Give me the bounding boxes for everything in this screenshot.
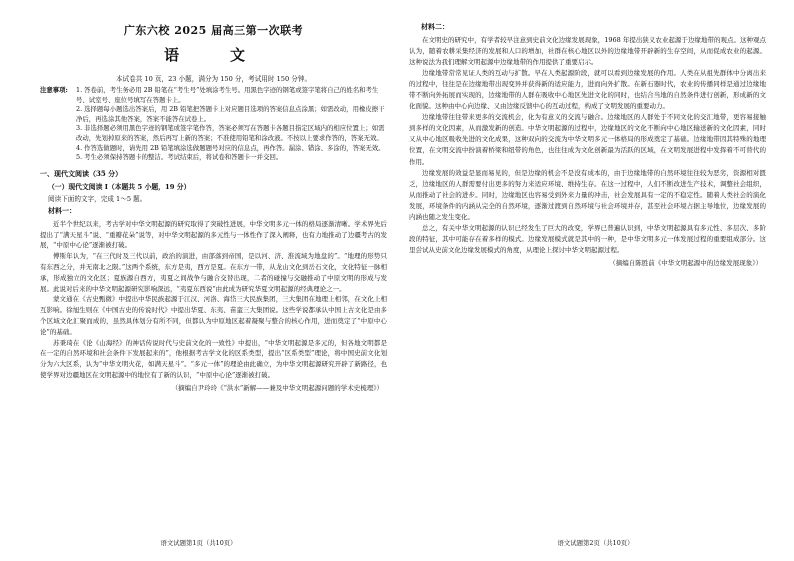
notes-block [40, 86, 387, 163]
page-footer-right: 语文试题第2页（共10页） [557, 539, 634, 547]
material2-label: 材料二： [421, 22, 449, 31]
notes-item: 4. 作答选做题时，请先用 2B 铅笔填涂选做题题号对应的信息点，再作答。漏涂、错涂、多涂的，答案无效。 [76, 143, 385, 152]
material2-paragraph: 边缘地带往往带来更多的交流机会，化为有意义的交流与融合。边缘地区的人群处于不同文化的交汇地带，更容易接触到多样的文化因素，从而激发新的创造。中华文明起源的过程中，边缘地区的文化不断向中心地区输送新的文化因素，同时又从中心地区吸收先进的文化成果，这种双向的交流为中华文明多元一体格局的形成奠定了基础。边缘地带因其特殊的地理位置，在文明交流中扮演着桥梁和纽带的角色，也往往成为文化创新最为活跃的区域，在文明发展进程中发挥着不可替代的作用。 [409, 113, 766, 166]
subject-title: 语 文 [163, 46, 263, 64]
material2-paragraph: 总之，有关中华文明起源的认识已经发生了巨大的改变，学界已普遍认识到，中华文明起源具有多元性、多层次、多阶段的特征，其中可能存在着多样的模式。边缘发展模式就是其中的一种，是中华文明多元一体发展过程的重要组成部分。这里尝试从史前文化边缘发展模式的角度，从理论上探讨中华文明起源过程。 [409, 223, 766, 254]
material2-paragraph: 边缘地带常常见证人类的互动与扩散。早在人类起源阶段，就可以看到边缘发展的作用。人类在从祖先群体中分离出来的过程中，往往是在边缘地带出现变异并获得新的适应能力，进而向外扩散。在新石器时代，农业的传播同样是通过边缘地带不断向外拓展而实现的，边缘地带的人群在吸收中心地区先进文化的同时，也结合当地的自然条件进行创新，形成新的文化面貌。这种由中心向边缘、又由边缘反馈中心的互动过程，构成了文明发展的重要动力。 [409, 69, 766, 111]
reading-instruction: 阅读下面的文字，完成 1～5 题。 [48, 194, 147, 203]
exam-title: 广东六校 2025 届高三第一次联考 [123, 24, 304, 37]
subsection-heading: （一）现代文阅读 I（本题共 5 小题，19 分） [48, 182, 191, 191]
notes-label: 注意事项: [40, 86, 68, 94]
material1-source: （摘编自尹玲玲《“洪水”新解——兼及中华文明起源问题的学术史梳理》） [171, 383, 383, 392]
page-right [397, 0, 794, 561]
exam-info: 本试卷共 10 页，23 小题，满分为 150 分，考试用时 150 分钟。 [115, 75, 312, 83]
material2-paragraph: 边缘发展的效益是显而易见的，但是边缘的机会不是没有成本的，由于边缘地带的自然环境往往较为恶劣，资源相对匮乏，边缘地区的人群需要付出更多的努力来适应环境、维持生存。在这一过程中，人们不断改进生产技术，调整社会组织，从而推动了社会的进步。同时，边缘地区也容易受到外来力量的冲击，社会发展具有一定的不稳定性。随着人类社会的演化发展，环境条件的内涵从完全的自然环境，逐渐过渡到自然环境与社会环境并存，甚至社会环境占据主导地位，边缘发展的内涵也随之发生变化。 [409, 168, 766, 221]
page-footer-left: 语文试题第1页（共10页） [160, 539, 237, 547]
material1-paragraph: 苏秉琦在《论《山海经》的神话传说时代与史前文化的一致性》中提出，“中华文明起源是多元的，但各地文明都是在一定的自然环境和社会条件下发展起来的”，他根据考古学文化的区系类型，提出“区系类型”理论，将中国史前文化划分为六大区系，认为“中华文明火花，如满天星斗”。“多元一体”的理论由此确立，为中华文明起源研究开辟了新路径，也使学界对边疆地区在文明起源中的地位有了新的认识，“中原中心论”逐渐被打破。 [40, 338, 387, 379]
material2-source: （摘编自陈胜前《中华文明起源中的边缘发展现象》） [609, 258, 762, 267]
section-heading: 一、现代文阅读（35 分） [40, 168, 123, 178]
material1-paragraph: 近半个世纪以来，考古学对中华文明起源的研究取得了突破性进展，中华文明多元一体的格局逐渐清晰。学术界先后提出了“满天星斗”说、“重瓣花朵”说等，对中华文明起源的多元性与一体性作了深入阐释，也有力地推动了边疆考古的发展，“中原中心论”逐渐被打破。 [40, 219, 387, 250]
material2-paragraph: 在文明史的研究中，有学者较早注意到史前文化边缘发展现象，1968 年提出狭义农业起源于边缘地带的观点。这种观点认为，随着农耕采集经济的发展和人口的增加，社群在核心地区以外的边缘地带开辟新的生存空间，从而促成农业的起源。这种说法为我们理解文明起源中边缘地带的作用提供了重要启示。 [409, 36, 766, 67]
notes-item: 1. 答卷前，考生务必用 2B 铅笔在“考生号”处填涂考生号。用黑色字迹的钢笔或签字笔将自己的姓名和考生号、试室号、座位号填写在答题卡上。 [76, 86, 379, 104]
notes-item: 2. 选择题每小题选出答案后，用 2B 铅笔把答题卡上对应题目选项的答案信息点涂黑；如需改动，用橡皮擦干净后，再选涂其他答案，答案不能答在试卷上。 [76, 105, 385, 123]
notes-item: 3. 非选择题必须用黑色字迹的钢笔或签字笔作答，答案必须写在答题卡各题目指定区域内的相应位置上；如需改动，先划掉原来的答案，然后再写上新的答案；不准使用铅笔和涂改液。不按以上要求作答的，答案无效。 [76, 124, 385, 142]
material1-paragraph: 傅斯年认为，“在三代时及三代以前，政治的演进，由部落到帝国，是以河、济、淮流域为地盘的”。“地理的形势只有东西之分，并无南北之限。”这两个系统，东方是夷，西方是夏。在东方一带，从龙山文化到岳石文化，文化特征一脉相承，形成独立的文化区；夏族源自西方，夷夏之间战争与融合交替出现，二者的碰撞与交融推动了中原文明的形成与发展。此说对后来的中华文明起源研究影响深远，“夷夏东西说”由此成为研究华夏文明起源的经典理论之一。 [40, 252, 387, 293]
notes-list [76, 86, 387, 163]
material1-paragraph: 蒙文通在《古史甄微》中提出中华民族起源于江汉、河洛、海岱三大民族集团，三大集团在地理上相邻，在文化上相互影响。徐旭生则在《中国古史的传说时代》中提出华夏、东夷、苗蛮三大集团说。这些学说都承认中国上古文化是由多个区域文化汇聚而成的，虽然具体划分有所不同，但都认为中原地区起着凝聚与整合的核心作用，进而奠定了“中原中心论”的基础。 [40, 295, 387, 336]
material1-label: 材料一： [48, 205, 76, 215]
notes-item: 5. 考生必须保持答题卡的整洁。考试结束后，将试卷和答题卡一并交回。 [76, 153, 283, 162]
